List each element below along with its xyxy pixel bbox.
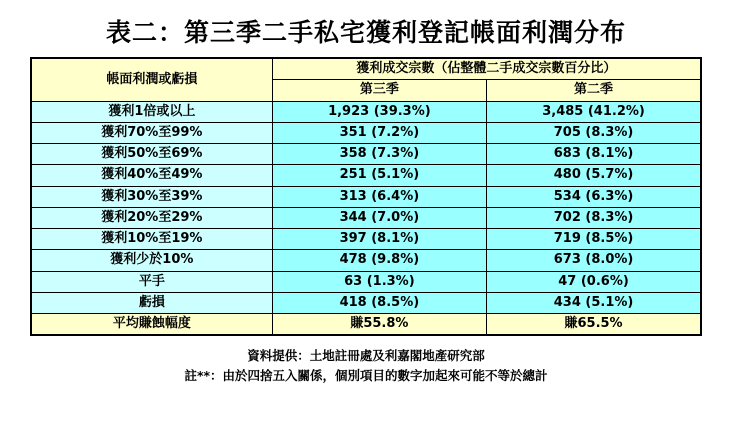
row-value-q2: 534 (6.3%) bbox=[487, 186, 701, 207]
row-value-q3: 63 (1.3%) bbox=[272, 271, 486, 292]
table-header bbox=[31, 58, 701, 101]
table-container bbox=[0, 57, 732, 336]
row-value-q3: 418 (8.5%) bbox=[272, 292, 486, 313]
row-value-q2: 3,485 (41.2%) bbox=[487, 101, 701, 122]
row-value-q3: 358 (7.3%) bbox=[272, 144, 486, 165]
summary-value-q2: 賺65.5% bbox=[487, 314, 701, 336]
table-row bbox=[31, 271, 701, 292]
row-value-q2: 702 (8.3%) bbox=[487, 207, 701, 228]
table-row bbox=[31, 101, 701, 122]
row-label: 獲利少於10% bbox=[31, 250, 272, 271]
table-row bbox=[31, 292, 701, 313]
row-value-q3: 351 (7.2%) bbox=[272, 122, 486, 143]
row-label: 獲利10%至19% bbox=[31, 229, 272, 250]
footnote-rounding: 註**：由於四捨五入關係，個別項目的數字加起來可能不等於總計 bbox=[184, 368, 548, 384]
row-label: 獲利40%至49% bbox=[31, 165, 272, 186]
row-label: 獲利20%至29% bbox=[31, 207, 272, 228]
column-header-row-label: 帳面利潤或虧損 bbox=[31, 58, 272, 101]
table-row bbox=[31, 207, 701, 228]
footnote-source: 資料提供：土地註冊處及利嘉閣地產研究部 bbox=[247, 348, 485, 364]
row-value-q2: 719 (8.5%) bbox=[487, 229, 701, 250]
row-value-q3: 344 (7.0%) bbox=[272, 207, 486, 228]
column-header-q2: 第二季 bbox=[487, 80, 701, 101]
row-value-q2: 673 (8.0%) bbox=[487, 250, 701, 271]
row-label: 平手 bbox=[31, 271, 272, 292]
row-label: 獲利1倍或以上 bbox=[31, 101, 272, 122]
row-value-q3: 313 (6.4%) bbox=[272, 186, 486, 207]
footnotes bbox=[0, 336, 732, 386]
row-value-q3: 478 (9.8%) bbox=[272, 250, 486, 271]
summary-label: 平均賺蝕幅度 bbox=[31, 314, 272, 336]
row-value-q3: 1,923 (39.3%) bbox=[272, 101, 486, 122]
row-label: 獲利30%至39% bbox=[31, 186, 272, 207]
row-label: 虧損 bbox=[31, 292, 272, 313]
table-header-row-1 bbox=[31, 58, 701, 80]
row-label: 獲利50%至69% bbox=[31, 144, 272, 165]
row-value-q2: 480 (5.7%) bbox=[487, 165, 701, 186]
row-value-q2: 47 (0.6%) bbox=[487, 271, 701, 292]
table-row bbox=[31, 122, 701, 143]
table-row bbox=[31, 250, 701, 271]
table-row bbox=[31, 144, 701, 165]
row-value-q2: 683 (8.1%) bbox=[487, 144, 701, 165]
table-row bbox=[31, 186, 701, 207]
row-value-q2: 434 (5.1%) bbox=[487, 292, 701, 313]
column-header-group: 獲利成交宗數（佔整體二手成交宗數百分比） bbox=[272, 58, 701, 80]
table-body bbox=[31, 101, 701, 335]
column-header-q3: 第三季 bbox=[272, 80, 486, 101]
row-value-q3: 397 (8.1%) bbox=[272, 229, 486, 250]
row-value-q2: 705 (8.3%) bbox=[487, 122, 701, 143]
table-row bbox=[31, 229, 701, 250]
summary-value-q3: 賺55.8% bbox=[272, 314, 486, 336]
row-label: 獲利70%至99% bbox=[31, 122, 272, 143]
profit-distribution-table bbox=[30, 57, 702, 336]
table-summary-row bbox=[31, 314, 701, 336]
row-value-q3: 251 (5.1%) bbox=[272, 165, 486, 186]
page-title: 表二：第三季二手私宅獲利登記帳面利潤分布 bbox=[105, 18, 626, 47]
table-row bbox=[31, 165, 701, 186]
